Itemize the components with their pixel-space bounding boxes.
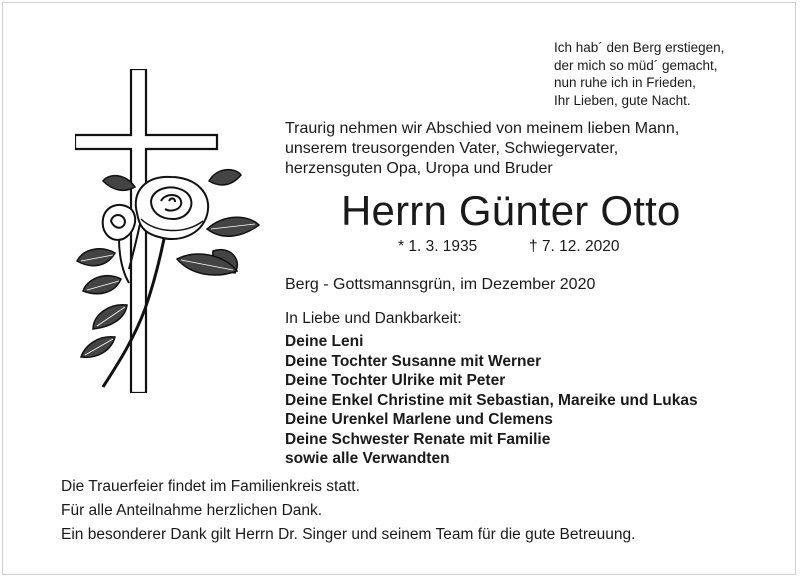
poem-line: der mich so müd´ gemacht, [554, 57, 718, 73]
mourner-item: Deine Tochter Susanne mit Werner [285, 352, 542, 370]
footer-line: Die Trauerfeier findet im Familienkreis statt. [61, 478, 360, 495]
cross-with-rose-icon [75, 69, 275, 393]
poem-line: nun ruhe ich in Frieden, [554, 75, 696, 90]
poem [554, 39, 774, 109]
mourner-item: Deine Schwester Renate mit Familie [285, 430, 551, 448]
footer-line: Für alle Anteilnahme herzlichen Dank. [61, 502, 323, 519]
birth-date: * 1. 3. 1935 [398, 238, 478, 255]
mourner-item: Deine Urenkel Marlene und Clemens [285, 411, 553, 428]
footer-notes [61, 475, 781, 547]
poem-line: Ich hab´ den Berg erstiegen, [554, 40, 725, 55]
closing-line: In Liebe und Dankbarkeit: [285, 310, 462, 327]
intro-line: Traurig nehmen wir Abschied von meinem lieben Mann, [285, 120, 680, 137]
place-date: Berg - Gottsmannsgrün, im Dezember 2020 [285, 276, 596, 293]
poem-line: Ihr Lieben, gute Nacht. [554, 92, 691, 108]
intro-line: herzensguten Opa, Uropa und Bruder [285, 160, 553, 177]
deceased-name: Herrn Günter Otto [341, 187, 681, 234]
footer-line: Ein besonderer Dank gilt Herrn Dr. Singer und seinem Team für die gute Betreuung. [61, 526, 636, 543]
mourner-item: Deine Tochter Ulrike mit Peter [285, 372, 506, 389]
mourner-item: Deine Leni [285, 333, 364, 350]
intro-text [285, 119, 765, 179]
intro-line: unserem treusorgenden Vater, Schwiegervater, [285, 140, 619, 157]
mourner-item: sowie alle Verwandten [285, 450, 450, 467]
notice-frame [2, 2, 796, 575]
death-date: † 7. 12. 2020 [529, 238, 620, 255]
mourner-item: Deine Enkel Christine mit Sebastian, Mareike und Lukas [285, 391, 698, 409]
mourners-list [285, 332, 785, 469]
